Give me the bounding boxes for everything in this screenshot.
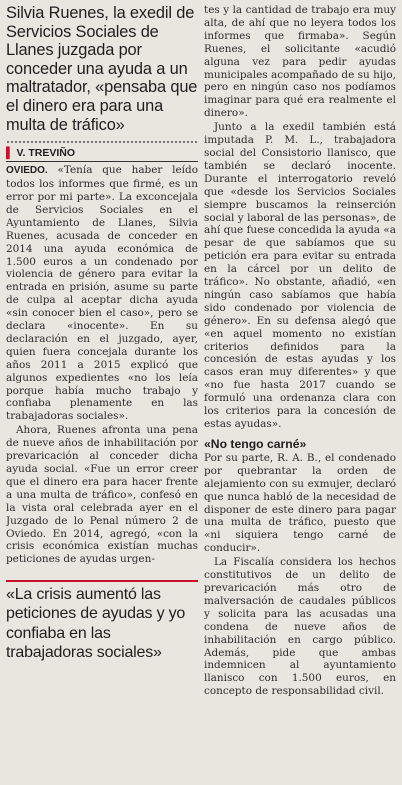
pull-quote: «La crisis aumentó las peticiones de ayudas y yo confiaba en las trabajadoras sociales»: [6, 586, 186, 661]
byline-author: V. TREVIÑO: [16, 147, 75, 160]
section-subhead: «No tengo carné»: [204, 436, 307, 451]
article-paragraph: tes y la cantidad de trabajo era muy alta, de ahí que no leyera todos los informes que firmaba». Según Ruenes, el solicitante «acudió alguna vez para pedir ayudas municipales acompañado de su hijo, pero en ningún caso nos podíamos imaginar para qué era realmente el dinero».: [204, 4, 396, 120]
byline: [6, 147, 198, 162]
paragraph-text: «Tenía que haber leído todos los informes que firmé, es un error por mi parte». La exconcejala de Servicios Sociales en el Ayuntamiento de Llanes, Silvia Ruenes, acusada de conceder en 2014 una ayuda económica de 1.500 euros a un condenado por violencia de género para evitar la entrada en prisión, asume su parte de culpa al aceptar dicha ayuda «sin conocer bien el caso», pero se declara «inocente». En su declaración en el juzgado, ayer, quien fuera concejala durante los años 2011 a 2015 explicó que algunos expedientes «no los leía porque había mucho trabajo y confiaba plenamente en las trabajadoras sociales».: [6, 164, 198, 423]
article-paragraph: [6, 164, 198, 423]
right-column: [204, 4, 396, 785]
left-column: [6, 4, 198, 785]
headline: Silvia Ruenes, la exedil de Servicios Sociales de Llanes juzgada por conceder una ayuda a un maltratador, «pensaba que el dinero era para una multa de tráfico»: [6, 4, 198, 134]
dotted-divider: [6, 140, 198, 144]
dateline: OVIEDO.: [6, 165, 48, 177]
article-paragraph: Ahora, Ruenes afronta una pena de nueve años de inhabilitación por prevaricación al conceder dicha ayuda social. «Fue un error creer que el dinero era para hacer frente a una multa de tráfico», confesó en la vista oral celebrada ayer en el Juzgado de lo Penal número 2 de Oviedo. En 2014, agregó, «con la crisis económica existían muchas peticiones de ayudas urgen-: [6, 424, 198, 566]
pull-quote-block: [6, 580, 198, 662]
article-paragraph: La Fiscalía considera los hechos constitutivos de un delito de prevaricación más otro de malversación de caudales públicos y solicita para las acusadas una condena de nueve años de inhabilitación en cargo público. Además, pide que ambas indemnicen al ayuntamiento llanisco con 1.500 euros, en concepto de responsabilidad civil.: [204, 556, 396, 698]
article-paragraph: Junto a la exedil también está imputada P. M. L., trabajadora social del Consistorio llanisco, que también se declaró inocente. Durante el interrogatorio reveló que «desde los Servicios Sociales siempre buscamos la reinserción social y laboral de las personas», de ahí que fuese concedida la ayuda «a pesar de que sabíamos que su petición era para evitar su entrada en la cárcel por un delito de tráfico». No obstante, añadió, «en ningún caso sabíamos que había sido condenado por violencia de género». En su defensa alegó que «en aquel momento no existían criterios definidos para la concesión de estas ayudas y los casos eran muy diferentes» y que «no fue hasta 2017 cuando se formuló una ordenanza clara con los criterios para la concesión de estas ayudas».: [204, 121, 396, 430]
article-paragraph: Por su parte, R. A. B., el condenado por quebrantar la orden de alejamiento con su exmujer, declaró que nunca habló de la necesidad de disponer de este dinero para pagar una multa de tráfico, puesto que «ni siquiera tengo carné de conducir».: [204, 451, 396, 555]
byline-marker: ▌: [6, 147, 14, 160]
